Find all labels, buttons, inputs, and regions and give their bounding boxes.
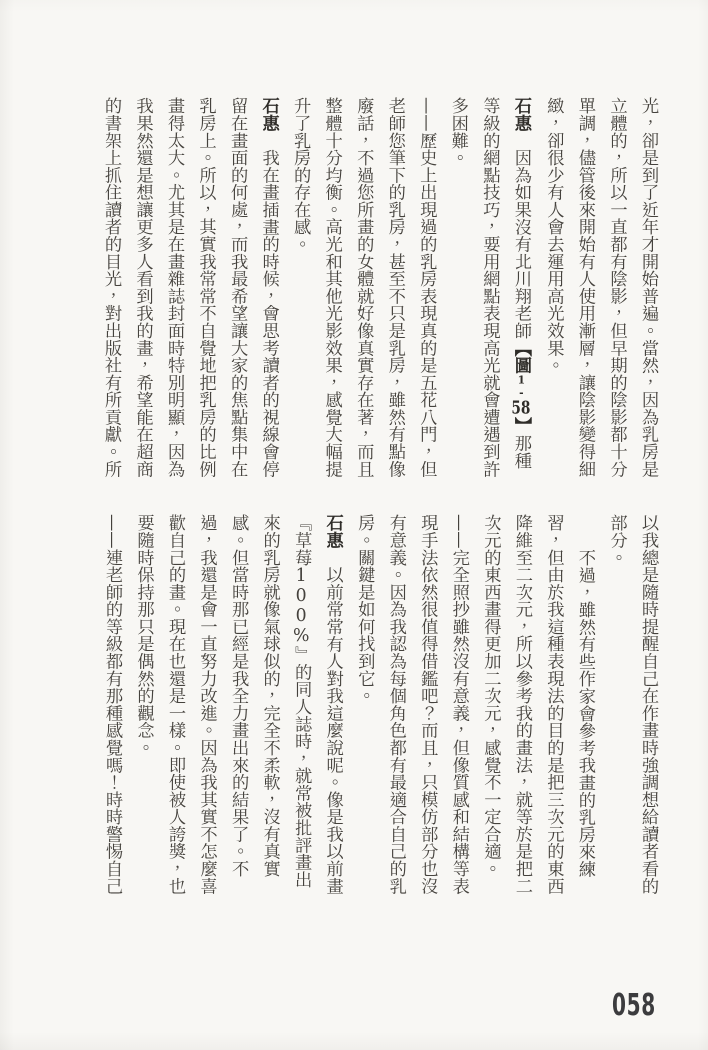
speaker-name: 石惠 [322, 514, 343, 549]
speaker-name: 石惠 [258, 97, 279, 132]
paragraph [474, 514, 600, 897]
text-segment: 』的同人誌時，就常被批評畫出來的乳房就像氣球似的，完全不柔軟，沒有真實感。但當時那已經是我全力畫出來的結果了。不過，我還是會一直努力改進。因為我其實不怎麼喜歡自己的畫。現在也還是一樣。即使被人誇獎，也要隨時保持那只是偶然的觀念。 [133, 514, 312, 895]
paragraph [284, 97, 442, 480]
text-band-top [96, 97, 663, 480]
text-segment: ——完全照抄雖然沒有意義，但像質感和結構等表現手法依然很值得借鑑吧？而且，只模仿部分也沒有意義。因為我認為每個角色都有最適合自己的乳房。關鍵是如何找到它。 [354, 514, 469, 895]
text-segment: 58 [511, 399, 531, 417]
text-segment: 我在畫插畫的時候，會思考讀者的視線會停留在畫面的何處，而我最希望讓大家的焦點集中在乳房上。所以，其實我常常不自覺地把乳房的比例畫得太大。尤其是在畫雜誌封面時特別明顯，因為我果然還是想讓更多人看到我的畫，希望能在超商的書架上抓住讀者的目光，對出版社有所貢獻。所 [100, 97, 279, 478]
text-segment: 以前常常有人對我這麼說呢。像是我以前畫『草莓 [291, 514, 343, 895]
speaker-name: 石惠 [510, 97, 531, 132]
text-segment: - [514, 386, 528, 400]
text-segment: ——歷史上出現過的乳房表現真的是五花八門，但老師您筆下的乳房，甚至不只是乳房，雖然有點像廢話，不過您所畫的女體就好像真實存在著，而且整體十分均衡。高光和其他光影效果，感覺大幅提升了乳房的存在感。 [290, 97, 437, 478]
paragraph [127, 514, 348, 897]
paragraph [348, 514, 474, 897]
text-segment: 1 [514, 373, 528, 387]
text-segment: 【圖 [510, 339, 531, 374]
paragraph [94, 97, 283, 480]
paragraph [537, 97, 663, 480]
text-segment: ——連老師的等級都有那種感覺嗎！時時警惕自己 [101, 514, 122, 895]
text-segment: 光，卻是到了近年才開始普遍。當然，因為乳房是立體的，所以一直都有陰影，但早期的陰影都十分單調，儘管後來開始有人使用漸層，讓陰影變得細緻，卻很少有人會去運用高光效果。 [543, 97, 658, 478]
text-segment: 100% [291, 565, 312, 646]
text-band-bottom [96, 514, 663, 897]
paragraph [600, 514, 663, 897]
text-segment: 因為如果沒有北川翔老師 [510, 131, 531, 340]
text-segment: 】 [510, 416, 531, 435]
text-segment: 以我總是隨時提醒自己在作畫時強調想給讀者看的部分。 [606, 514, 658, 895]
paragraph [95, 514, 127, 897]
paragraph [441, 97, 537, 480]
text-segment: 不過，雖然有些作家會參考我畫的乳房來練習，但由於我這種表現法的目的是把三次元的東西降維至二次元，所以參考我的畫法，就等於是把二次元的東西畫得更加二次元，感覺不一定合適。 [480, 514, 595, 895]
text-segment: 那種等級的網點技巧，要用網點表現高光就會遭遇到許多困難。 [447, 97, 531, 478]
page-number: 058 [612, 988, 656, 1023]
